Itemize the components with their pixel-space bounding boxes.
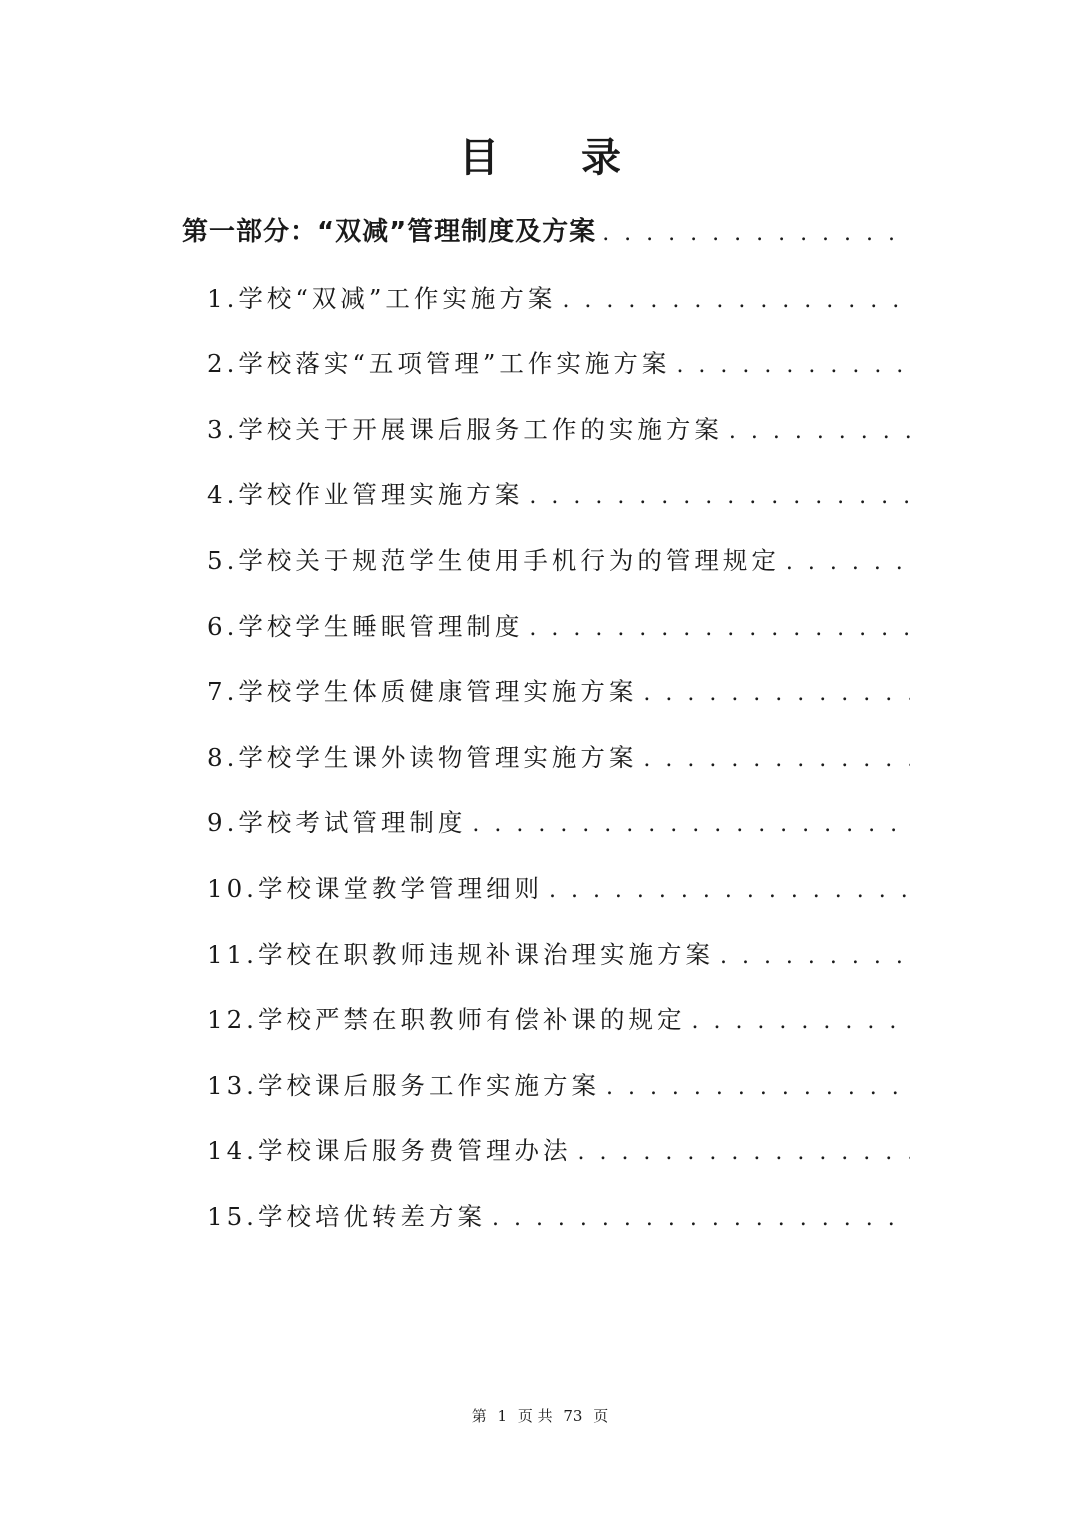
dot-leader <box>643 727 910 791</box>
dot-leader <box>529 596 910 660</box>
toc-entry <box>182 1184 910 1250</box>
footer-suffix: 页 <box>593 1407 609 1425</box>
footer-total-pages: 73 <box>563 1407 583 1425</box>
dot-leader <box>720 924 910 988</box>
toc-entry <box>182 659 910 725</box>
dot-leader <box>562 268 910 332</box>
page-footer <box>0 1404 1080 1428</box>
toc-entry-label: 15.学校培优转差方案 <box>207 1201 486 1231</box>
toc-entry-label: 1.学校“双减”工作实施方案 <box>207 283 557 313</box>
toc-section-heading <box>182 200 910 266</box>
toc-entry-label: 6.学校学生睡眠管理制度 <box>207 611 524 641</box>
toc-entry <box>182 856 910 922</box>
toc-entry <box>182 462 910 528</box>
toc-entry <box>182 331 910 397</box>
page-title: 目 录 <box>459 135 655 181</box>
dot-leader <box>643 661 910 725</box>
toc-entry-label: 4.学校作业管理实施方案 <box>207 480 524 510</box>
toc-entry <box>182 987 910 1053</box>
toc-entry <box>182 528 910 594</box>
toc-entry-label: 5.学校关于规范学生使用手机行为的管理规定 <box>207 545 780 575</box>
toc-entry <box>182 725 910 791</box>
toc-entry <box>182 1053 910 1119</box>
footer-current-page: 1 <box>497 1407 508 1425</box>
toc-entry-label: 8.学校学生课外读物管理实施方案 <box>207 742 638 772</box>
toc-entry-label: 10.学校课堂教学管理细则 <box>207 873 543 903</box>
toc-entry <box>182 397 910 463</box>
table-of-contents <box>182 200 910 1250</box>
dot-leader <box>529 464 910 528</box>
toc-entry-label: 14.学校课后服务费管理办法 <box>207 1136 572 1166</box>
toc-entry-label: 13.学校课后服务工作实施方案 <box>207 1070 600 1100</box>
toc-entry-label: 7.学校学生体质健康管理实施方案 <box>207 677 638 707</box>
toc-entry <box>182 1118 910 1184</box>
dot-leader <box>602 201 910 266</box>
toc-entry <box>182 594 910 660</box>
footer-prefix: 第 <box>471 1407 487 1425</box>
toc-entry-label: 2.学校落实“五项管理”工作实施方案 <box>207 349 671 379</box>
toc-entry-label: 9.学校考试管理制度 <box>207 808 467 838</box>
toc-entry <box>182 922 910 988</box>
dot-leader <box>472 792 910 856</box>
dot-leader <box>786 530 910 594</box>
toc-section-label: 第一部分：“双减”管理制度及方案 <box>182 217 597 247</box>
dot-leader <box>729 399 910 463</box>
dot-leader <box>549 858 910 922</box>
dot-leader <box>691 989 910 1053</box>
dot-leader <box>676 333 910 397</box>
footer-middle: 页 共 <box>517 1407 553 1425</box>
toc-entry <box>182 266 910 332</box>
dot-leader <box>606 1055 910 1119</box>
toc-entry-label: 3.学校关于开展课后服务工作的实施方案 <box>207 414 723 444</box>
dot-leader <box>577 1120 910 1184</box>
toc-entry <box>182 790 910 856</box>
toc-entry-label: 12.学校严禁在职教师有偿补课的规定 <box>207 1005 686 1035</box>
toc-entry-label: 11.学校在职教师违规补课治理实施方案 <box>207 939 714 969</box>
dot-leader <box>492 1186 910 1250</box>
